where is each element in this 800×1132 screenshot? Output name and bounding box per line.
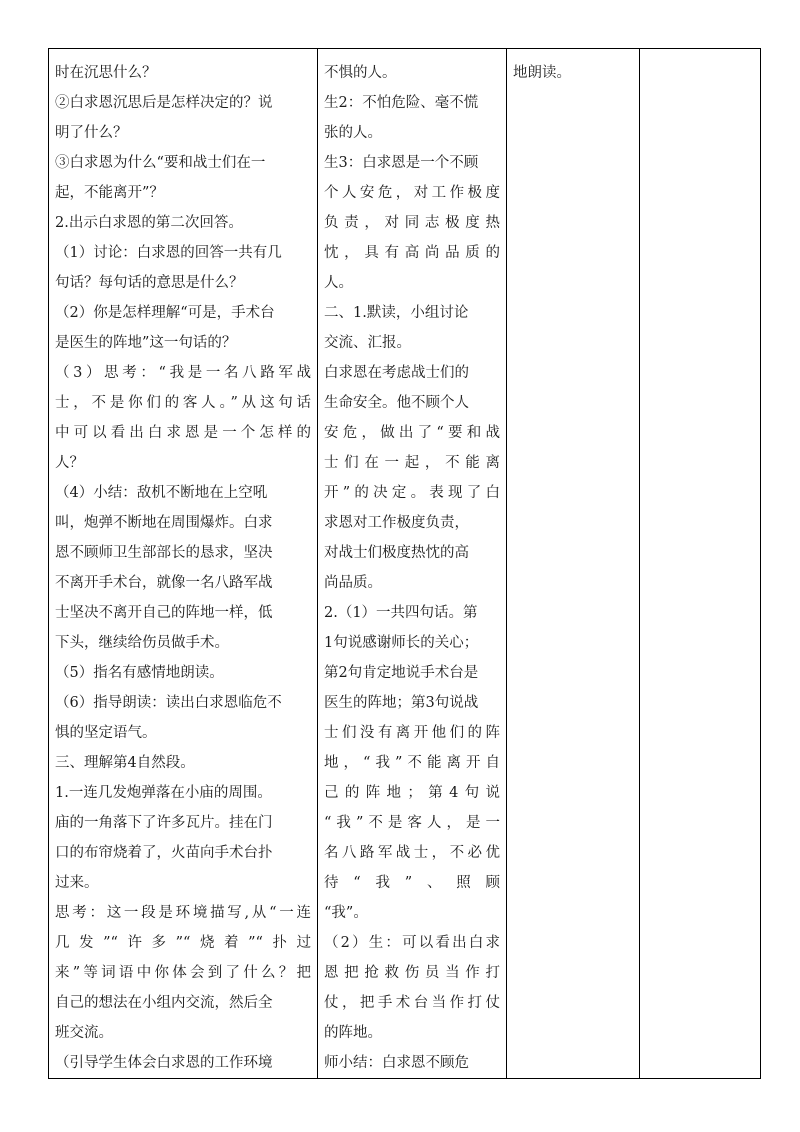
teacher-activity-cell: [49, 49, 318, 1079]
text-line: 庙的一角落下了许多瓦片。挂在门: [55, 815, 273, 831]
text-line: 人。: [324, 275, 353, 291]
text-line: ③白求恩为什么“要和战士们在一: [55, 155, 266, 171]
text-line: 1.一连几发炮弹落在小庙的周围。: [55, 785, 272, 801]
text-line: 师小结：白求恩不顾危: [324, 1055, 469, 1071]
text-line: 惧的坚定语气。: [55, 725, 157, 741]
text-line: 第2句肯定地说手术台是: [324, 665, 479, 681]
text-line: （引导学生体会白求恩的工作环境: [55, 1055, 273, 1071]
text-line: 忱，具有高尚品质的: [324, 245, 500, 261]
text-line: 人？: [55, 455, 84, 471]
text-line: 口的布帘烧着了，火苗向手术台扑: [55, 845, 273, 861]
text-line: 几发”“许多”“烧着”“扑过: [55, 935, 311, 951]
text-line: （3）思考：“我是一名八路军战: [55, 365, 311, 381]
text-line: 仗，把手术台当作打仗: [324, 995, 500, 1011]
text-line: ②白求恩沉思后是怎样决定的？说: [55, 95, 273, 111]
notes-text: [640, 49, 760, 58]
text-line: （1）讨论：白求恩的回答一共有几: [55, 245, 282, 261]
text-line: 白求恩在考虑战士们的: [324, 365, 469, 381]
text-line: 不惧的人。: [324, 65, 397, 81]
text-line: 张的人。: [324, 125, 382, 141]
text-line: 安危，做出了“要和战: [324, 425, 500, 441]
text-line: 对战士们极度热忱的高: [324, 545, 469, 561]
text-line: （5）指名有感情地朗读。: [55, 665, 224, 681]
text-line: 交流、汇报。: [324, 335, 411, 351]
text-line: 恩把抢救伤员当作打: [324, 965, 500, 981]
text-line: 生3：白求恩是一个不顾: [324, 155, 479, 171]
text-line: 士们在一起，不能离: [324, 455, 500, 471]
text-line: 时在沉思什么？: [55, 65, 157, 81]
design-intent-cell: [507, 49, 640, 1079]
text-line: 生2：不怕危险、毫不慌: [324, 95, 479, 111]
text-line: 过来。: [55, 875, 99, 891]
text-line: 负责，对同志极度热: [324, 215, 500, 231]
text-line: 1句说感谢师长的关心；: [324, 635, 479, 651]
text-line: 己的阵地；第4句说: [324, 785, 500, 801]
text-line: 叫，炮弹不断地在周围爆炸。白求: [55, 515, 273, 531]
text-line: 不离开手术台，就像一名八路军战: [55, 575, 273, 591]
text-line: 来”等词语中你体会到了什么？把: [55, 965, 311, 981]
text-line: 士坚决不离开自己的阵地一样，低: [55, 605, 273, 621]
text-line: 2.（1）一共四句话。第: [324, 605, 478, 621]
notes-cell: [640, 49, 761, 1079]
text-line: 是医生的阵地”这一句话的？: [55, 335, 237, 351]
text-line: “我”。: [324, 905, 368, 921]
text-line: 恩不顾师卫生部部长的恳求，坚决: [55, 545, 273, 561]
text-line: 尚品质。: [324, 575, 382, 591]
text-line: 三、理解第4自然段。: [55, 755, 195, 771]
text-line: 地，“我”不能离开自: [324, 755, 500, 771]
text-line: 地朗读。: [513, 65, 571, 81]
text-line: 待“我”、照顾: [324, 875, 500, 891]
table-row: [49, 49, 761, 1079]
text-line: （2）生：可以看出白求: [324, 935, 500, 951]
text-line: 明了什么？: [55, 125, 128, 141]
text-line: 个人安危，对工作极度: [324, 185, 500, 201]
student-activity-text: [318, 49, 506, 1078]
lesson-plan-table: [48, 48, 761, 1079]
text-line: 二、1.默读，小组讨论: [324, 305, 469, 321]
text-line: （4）小结：敌机不断地在上空吼: [55, 485, 268, 501]
text-line: 开”的决定。表现了白: [324, 485, 500, 501]
text-line: 句话？每句话的意思是什么？: [55, 275, 244, 291]
text-line: 生命安全。他不顾个人: [324, 395, 469, 411]
text-line: 医生的阵地；第3句说战: [324, 695, 479, 711]
text-line: 中可以看出白求恩是一个怎样的: [55, 425, 311, 441]
text-line: （2）你是怎样理解“可是，手术台: [55, 305, 275, 321]
text-line: 名八路军战士，不必优: [324, 845, 500, 861]
text-line: 求恩对工作极度负责，: [324, 515, 469, 531]
text-line: 思考：这一段是环境描写,从“一连: [55, 905, 311, 921]
student-activity-cell: [318, 49, 507, 1079]
text-line: 下头，继续给伤员做手术。: [55, 635, 229, 651]
text-line: 士，不是你们的客人。”从这句话: [55, 395, 311, 411]
text-line: 自己的想法在小组内交流，然后全: [55, 995, 273, 1011]
teacher-activity-text: [49, 49, 317, 1078]
text-line: （6）指导朗读：读出白求恩临危不: [55, 695, 282, 711]
text-line: 起，不能离开”？: [55, 185, 164, 201]
text-line: 班交流。: [55, 1025, 113, 1041]
text-line: 2.出示白求恩的第二次回答。: [55, 215, 243, 231]
text-line: “我”不是客人，是一: [324, 815, 500, 831]
text-line: 的阵地。: [324, 1025, 382, 1041]
design-intent-text: [507, 49, 639, 88]
text-line: 士们没有离开他们的阵: [324, 725, 500, 741]
